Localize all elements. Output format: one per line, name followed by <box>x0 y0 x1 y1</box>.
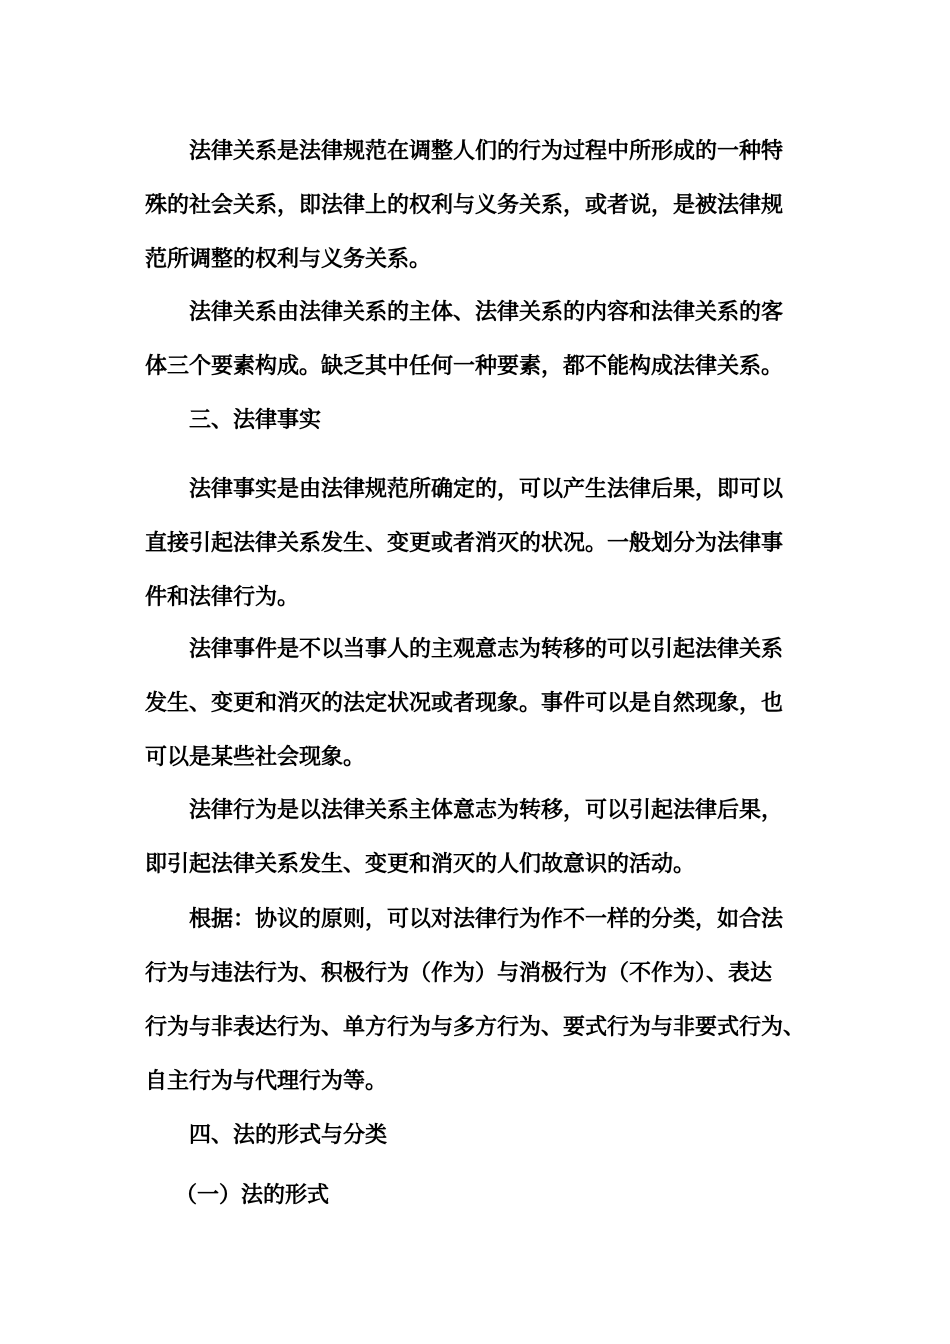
text-line: 法律事实是由法律规范所确定的，可以产生法律后果，即可以 <box>189 476 784 502</box>
text-line: 法律事件是不以当事人的主观意志为转移的可以引起法律关系 <box>189 636 784 662</box>
text-line: 法律关系由法律关系的主体、法律关系的内容和法律关系的客 <box>189 299 784 325</box>
paragraph-legal-acts-classification <box>145 892 815 1108</box>
text-line: 即引起法律关系发生、变更和消灭的人们故意识的活动。 <box>145 851 696 877</box>
paragraph-legal-facts-definition <box>145 462 815 624</box>
text-line: 体三个要素构成。缺乏其中任何一种要素，都不能构成法律关系。 <box>145 353 784 379</box>
text-line: 殊的社会关系，即法律上的权利与义务关系，或者说，是被法律规 <box>145 192 784 218</box>
paragraph-legal-relation-elements <box>145 285 815 393</box>
section-heading-forms-and-classification: 四、法的形式与分类 <box>189 1122 388 1148</box>
text-line: 根据：协议的原则，可以对法律行为作不一样的分类，如合法 <box>189 906 784 932</box>
paragraph-legal-events <box>145 622 815 784</box>
text-line: 直接引起法律关系发生、变更或者消灭的状况。一般划分为法律事 <box>145 530 784 556</box>
text-line: 可以是某些社会现象。 <box>145 744 366 770</box>
paragraph-legal-relation-definition <box>145 124 815 286</box>
text-line: 件和法律行为。 <box>145 584 300 610</box>
text-line: 行为与非表达行为、单方行为与多方行为、要式行为与非要式行为、 <box>145 1014 806 1040</box>
text-line: 发生、变更和消灭的法定状况或者现象。事件可以是自然现象，也 <box>145 690 784 716</box>
paragraph-legal-acts <box>145 783 815 891</box>
text-line: 自主行为与代理行为等。 <box>145 1068 388 1094</box>
subsection-heading-forms-of-law: （一）法的形式 <box>175 1182 330 1208</box>
text-line: 法律行为是以法律关系主体意志为转移，可以引起法律后果， <box>189 797 784 823</box>
text-line: 行为与违法行为、积极行为（作为）与消极行为（不作为）、表达 <box>145 960 773 986</box>
text-line: 范所调整的权利与义务关系。 <box>145 246 432 272</box>
text-line: 法律关系是法律规范在调整人们的行为过程中所形成的一种特 <box>189 138 784 164</box>
section-heading-legal-facts: 三、法律事实 <box>189 407 322 433</box>
